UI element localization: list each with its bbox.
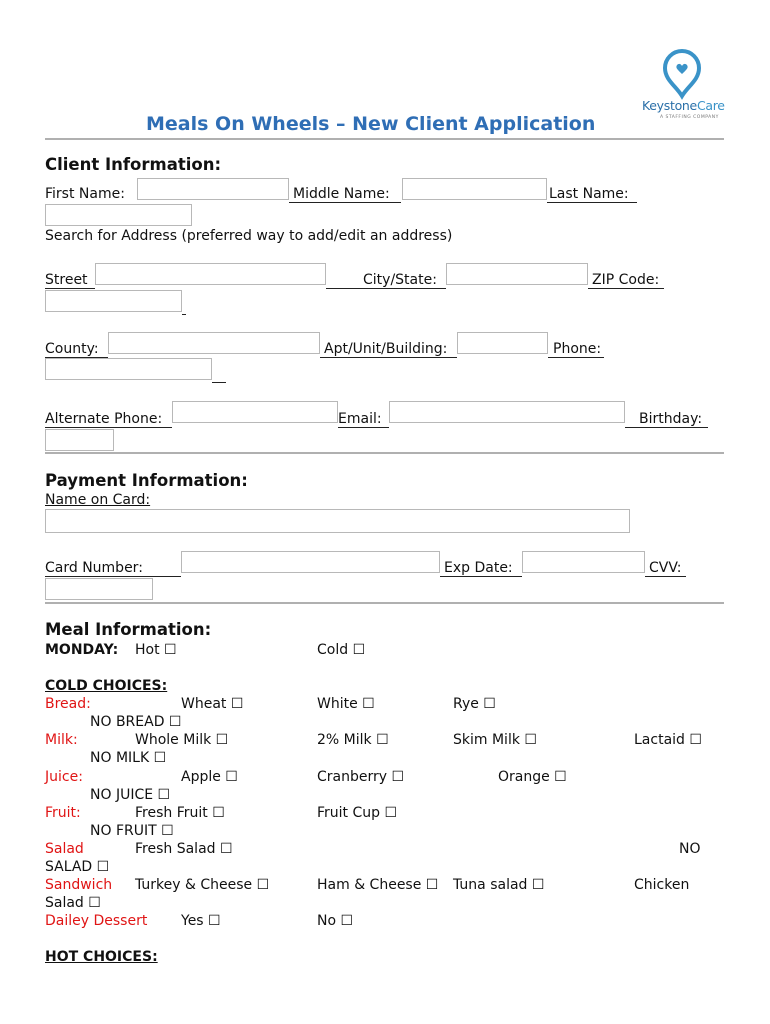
client-info-heading: Client Information: (45, 155, 222, 174)
milk-skim-option[interactable]: Skim Milk ☐ (453, 732, 537, 748)
bread-wheat-option[interactable]: Wheat ☐ (181, 696, 244, 712)
cold-choices-heading: COLD CHOICES: (45, 678, 168, 694)
fruit-fresh-option[interactable]: Fresh Fruit ☐ (135, 805, 225, 821)
monday-hot-option[interactable]: Hot ☐ (135, 642, 177, 658)
underline (338, 427, 389, 428)
client-section-divider (45, 452, 724, 454)
salad-label: Salad (45, 841, 84, 857)
email-label: Email: (338, 411, 382, 427)
milk-label: Milk: (45, 732, 78, 748)
fruit-none-option[interactable]: NO FRUIT ☐ (90, 823, 174, 839)
apt-unit-field[interactable] (457, 332, 548, 354)
logo-brand-keystone: Keystone (642, 98, 697, 113)
payment-section-divider (45, 602, 724, 604)
bread-none-option[interactable]: NO BREAD ☐ (90, 714, 182, 730)
card-number-label: Card Number: (45, 560, 143, 576)
hot-choices-heading: HOT CHOICES: (45, 949, 158, 965)
underline (645, 576, 686, 577)
monday-label: MONDAY: (45, 642, 119, 658)
juice-orange-option[interactable]: Orange ☐ (498, 769, 567, 785)
cvv-label: CVV: (649, 560, 682, 576)
alternate-phone-field[interactable] (172, 401, 338, 423)
fruit-cup-option[interactable]: Fruit Cup ☐ (317, 805, 398, 821)
phone-label: Phone: (553, 341, 602, 357)
monday-cold-option[interactable]: Cold ☐ (317, 642, 366, 658)
cvv-field[interactable] (45, 578, 153, 600)
bread-rye-option[interactable]: Rye ☐ (453, 696, 496, 712)
zip-code-field[interactable] (45, 290, 182, 312)
juice-label: Juice: (45, 769, 83, 785)
milk-lactaid-option[interactable]: Lactaid ☐ (634, 732, 702, 748)
email-field[interactable] (389, 401, 625, 423)
alternate-phone-label: Alternate Phone: (45, 411, 163, 427)
salad-none-option-part2[interactable]: SALAD ☐ (45, 859, 110, 875)
milk-whole-option[interactable]: Whole Milk ☐ (135, 732, 229, 748)
street-field[interactable] (95, 263, 326, 285)
middle-name-field[interactable] (402, 178, 547, 200)
county-label: County: (45, 341, 99, 357)
address-search-hint: Search for Address (preferred way to add/edit an address) (45, 228, 453, 244)
juice-apple-option[interactable]: Apple ☐ (181, 769, 238, 785)
last-name-label: Last Name: (549, 186, 629, 202)
keystone-care-logo (640, 48, 730, 128)
exp-date-label: Exp Date: (444, 560, 513, 576)
sandwich-chicken-option-part1[interactable]: Chicken (634, 877, 690, 893)
fruit-label: Fruit: (45, 805, 81, 821)
exp-date-field[interactable] (522, 551, 645, 573)
payment-info-heading: Payment Information: (45, 471, 248, 490)
birthday-label: Birthday: (639, 411, 703, 427)
underline (326, 288, 446, 289)
first-name-label: First Name: (45, 186, 125, 202)
first-name-field[interactable] (137, 178, 289, 200)
birthday-field[interactable] (45, 429, 114, 451)
milk-2pct-option[interactable]: 2% Milk ☐ (317, 732, 389, 748)
bread-white-option[interactable]: White ☐ (317, 696, 375, 712)
dessert-yes-option[interactable]: Yes ☐ (181, 913, 221, 929)
street-label: Street (45, 272, 88, 288)
apt-unit-label: Apt/Unit/Building: (324, 341, 448, 357)
underline (320, 357, 457, 358)
sandwich-tuna-option[interactable]: Tuna salad ☐ (453, 877, 545, 893)
card-number-field[interactable] (181, 551, 440, 573)
sandwich-label: Sandwich (45, 877, 113, 893)
dessert-no-option[interactable]: No ☐ (317, 913, 354, 929)
salad-none-option-part1[interactable]: NO (679, 841, 701, 857)
meal-info-heading: Meal Information: (45, 620, 212, 639)
middle-name-label: Middle Name: (293, 186, 390, 202)
milk-none-option[interactable]: NO MILK ☐ (90, 750, 167, 766)
underline (45, 427, 172, 428)
underline (212, 382, 226, 383)
city-state-field[interactable] (446, 263, 588, 285)
underline (440, 576, 522, 577)
sandwich-chicken-option-part2[interactable]: Salad ☐ (45, 895, 101, 911)
location-heart-icon (640, 48, 730, 100)
underline (588, 288, 664, 289)
bread-label: Bread: (45, 696, 91, 712)
sandwich-turkey-option[interactable]: Turkey & Cheese ☐ (135, 877, 270, 893)
zip-code-label: ZIP Code: (592, 272, 660, 288)
name-on-card-label: Name on Card: (45, 492, 151, 508)
juice-none-option[interactable]: NO JUICE ☐ (90, 787, 171, 803)
juice-cranberry-option[interactable]: Cranberry ☐ (317, 769, 405, 785)
title-divider (45, 138, 724, 140)
underline (45, 288, 95, 289)
dessert-label: Dailey Dessert (45, 913, 148, 929)
underline (547, 202, 637, 203)
name-on-card-field[interactable] (45, 509, 630, 533)
underline (182, 314, 186, 315)
underline (289, 202, 401, 203)
logo-brand-care: Care (696, 98, 725, 113)
underline (45, 576, 181, 577)
city-state-label: City/State: (363, 272, 437, 288)
phone-field[interactable] (45, 358, 212, 380)
logo-tagline: A STAFFING COMPANY (660, 115, 719, 120)
underline (625, 427, 708, 428)
salad-fresh-option[interactable]: Fresh Salad ☐ (135, 841, 233, 857)
page-title: Meals On Wheels – New Client Application (146, 113, 596, 135)
underline (548, 357, 604, 358)
last-name-field[interactable] (45, 204, 192, 226)
sandwich-ham-option[interactable]: Ham & Cheese ☐ (317, 877, 439, 893)
county-field[interactable] (108, 332, 320, 354)
